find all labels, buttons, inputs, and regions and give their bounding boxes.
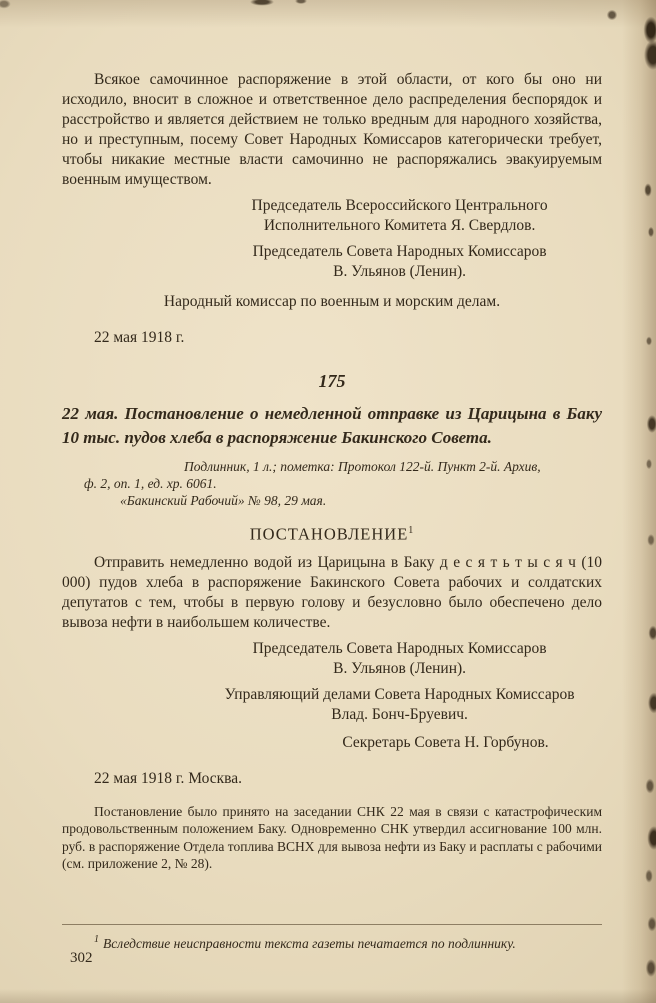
scan-artifact-bottom-edge [0,989,656,1003]
scan-artifact-top-edge [0,0,656,28]
signature-block-secretary [297,733,594,753]
decree-body-paragraph: Отправить немедленно водой из Царицына в Баку д е с я т ь т ы с я ч (10 000) пудов хлеба в распоряжение Бакинского Совета рабочих и солдатских депутатов с тем, чтобы в первую голову и безусловно было обеспечено дело вывоза нефти в наибольшем количестве. [62,553,602,631]
dateline-prev-document: 22 мая 1918 г. [94,329,185,346]
signature-name: Исполнительного Комитета Я. Свердлов. [263,217,536,234]
signature-block-chairman [205,639,594,679]
footnote [62,931,602,952]
decree-heading [62,521,602,545]
signature-name: Секретарь Совета Н. Горбунов. [342,733,549,751]
signature-position: Управляющий делами Совета Народных Комиссаров [224,685,575,703]
signature-name: В. Ульянов (Ленин). [333,263,467,280]
signature-name: В. Ульянов (Ленин). [333,659,467,677]
scan-artifact-right-edge [622,0,656,1003]
signature-block-administrator [205,685,594,725]
commissar-signature-line: Народный комиссар по военным и морским делам. [163,293,501,310]
footnote-mark: 1 [94,934,99,945]
document-title: 22 мая. Постановление о немедленной отправке из Царицына в Баку 10 тыс. пудов хлеба в распоряжение Бакинского Совета. [62,404,602,447]
text-column [62,70,602,873]
page-number: 302 [70,950,93,966]
document-number: 175 [318,371,346,391]
footnote-area [62,924,602,952]
dateline-document: 22 мая 1918 г. Москва. [94,769,243,787]
source-line: «Бакинский Рабочий» № 98, 29 мая. [120,493,327,508]
footnote-separator-rule [62,924,602,925]
footnote-reference-mark: 1 [408,525,415,536]
signature-position: Председатель Совета Народных Комиссаров [252,639,547,657]
editorial-note: Постановление было принято на заседании СНК 22 мая в связи с катастрофическим продовольственным положением Баку. Одновременно СНК утвердил ассигнование 100 млн. руб. в распоряжение Отдела топлива ВСНХ для вывоза нефти из Баку и расплаты с рабочими (см. приложение 2, № 28). [62,803,602,871]
signature-position: Председатель Всероссийского Центрального [251,197,548,214]
source-line: Подлинник, 1 л.; пометка: Протокол 122-й. Пункт 2-й. Архив, [184,459,541,474]
signature-name: Влад. Бонч-Бруевич. [331,705,468,723]
signature-position: Председатель Совета Народных Комиссаров [252,243,547,260]
signature-block-vtsik [205,196,594,236]
signature-block-sovnarkom [205,242,594,282]
decree-heading-text: ПОСТАНОВЛЕНИЕ [249,524,409,544]
footnote-text: Вследствие неисправности текста газеты печатается по подлиннику. [103,935,516,951]
archival-source-note [84,458,602,509]
decree-closing-paragraph: Всякое самочинное распоряжение в этой области, от кого бы оно ни исходило, вносит в сложное и ответственное дело распределения беспорядок и расстройство и является действием не только вредным для народного хозяйства, но и преступным, посему Совет Народных Комиссаров категорически требует, чтобы никакие местные власти самочинно не распоряжались эвакуируемым военным имуществом. [62,71,602,188]
source-line: ф. 2, оп. 1, ед. хр. 6061. [84,476,217,491]
